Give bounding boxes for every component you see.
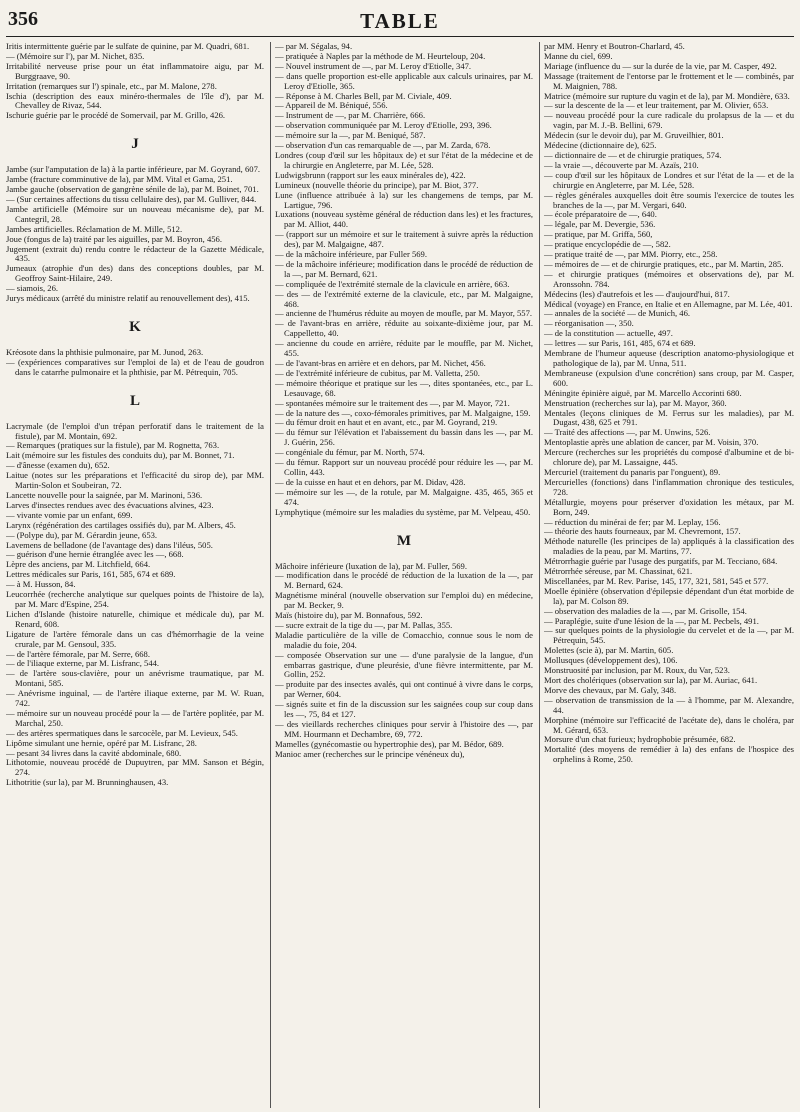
index-entry: — sucre extrait de la tige du —, par M. Pallas, 355. — [275, 619, 453, 630]
index-column-2 — [275, 42, 533, 1108]
index-entry: — Appareil de M. Béniqué, 556. — [275, 100, 388, 111]
index-entry: Mercure (recherches sur les propriétés du composé d'albumine et de bi-chlorure de), par M. Lassaigne, 445. — [544, 447, 794, 468]
index-entry: Moelle épinière (observation d'épilepsie dépendant d'un état morbide de la), par M. Colson 89. — [544, 585, 794, 606]
index-entry: Morve des chevaux, par M. Galy, 348. — [544, 684, 677, 695]
index-column-1 — [6, 42, 264, 1108]
index-entry: — Réponse à M. Charles Bell, par M. Civiale, 409. — [275, 90, 452, 101]
index-entry: Lumineux (nouvelle théorie du principe), par M. Biot, 377. — [275, 179, 479, 190]
index-entry: — de la constitution — actuelle, 497. — [544, 328, 673, 339]
index-entry: Mentoplastie après une ablation de cancer, par M. Voisin, 370. — [544, 437, 759, 448]
index-entry: Mercurielles (fonctions) dans l'inflammation chronique des testicules, 728. — [544, 476, 794, 497]
index-entry: — pratique encyclopédie de —, 582. — [544, 239, 671, 250]
index-entry: — coup d'œil sur les hôpitaux de Londres et sur l'état de la — et de la chirurgie en Angleterre, par M. Lée, 528. — [544, 169, 794, 190]
index-entry: — légale, par M. Devergie, 536. — [544, 219, 656, 230]
index-entry: Métallurgie, moyens pour préserver d'oxidation les métaux, par M. Born, 249. — [544, 496, 794, 517]
index-entry: — spontanées mémoire sur le traitement des —, par M. Mayor, 721. — [275, 397, 510, 408]
index-entry: — de l'artère fémorale, par M. Serre, 668. — [6, 648, 150, 659]
entry-list — [6, 165, 264, 304]
index-entry: — dans quelle proportion est-elle applicable aux calculs urinaires, par M. Leroy d'Etiolle, 365. — [275, 70, 533, 91]
index-entry: — sur quelques points de la physiologie du cervelet et de la —, par M. Pétrequin, 545. — [544, 625, 794, 646]
index-entry: Londres (coup d'œil sur les hôpitaux de) et sur l'état de la médecine et de la chirurgie en Angleterre, par M. Lée, 528. — [275, 149, 533, 170]
index-columns — [6, 42, 794, 1108]
index-entry: — (expériences comparatives sur l'emploi de la) et de l'eau de goudron dans le catarrhe pulmonaire et la phthisie, par M. Pétrequin, 705. — [6, 356, 264, 377]
index-entry: — observation de transmission de la — à l'homme, par M. Alexandre, 44. — [544, 694, 794, 715]
index-entry: — école préparatoire de —, 640. — [544, 209, 657, 220]
index-entry: — réorganisation —, 350. — [544, 318, 634, 329]
index-entry: Kréosote dans la phthisie pulmonaire, par M. Junod, 263. — [6, 346, 204, 357]
index-entry: Jugement (extrait du) rendu contre le rédacteur de la Gazette Médicale, 435. — [6, 243, 264, 264]
index-entry: — pratique, par M. Griffa, 560, — [544, 229, 653, 240]
index-entry: — de l'iliaque externe, par M. Lisfranc, 544. — [6, 658, 160, 669]
index-entry: Matrice (mémoire sur rupture du vagin et de la), par M. Mondière, 633. — [544, 90, 790, 101]
index-entry: Lèpre des anciens, par M. Litchfield, 664. — [6, 559, 151, 570]
index-entry: — mémoires de — et de chirurgie pratiques, etc., par M. Martin, 285. — [544, 258, 784, 269]
index-entry: — mémoire sur la —, par M. Beniqué, 587. — [275, 130, 426, 141]
index-entry: — du fémur. Rapport sur un nouveau procédé pour réduire les —, par M. Collin, 443. — [275, 457, 533, 477]
index-entry: Molettes (scie à), par M. Martin, 605. — [544, 645, 674, 656]
index-entry: Lavemens de belladone (de l'avantage des) dans l'iléus, 505. — [6, 539, 213, 550]
index-entry: Larynx (régénération des cartilages ossifiés du), par M. Albers, 45. — [6, 519, 236, 530]
index-entry: — sur la descente de la — et leur traitement, par M. Olivier, 653. — [544, 100, 769, 111]
index-entry: — de la mâchoire inférieure, par Fuller 569. — [275, 249, 428, 260]
index-entry: Jambe (sur l'amputation de la) à la partie inférieure, par M. Goyrand, 607. — [6, 164, 261, 175]
index-entry: — des artères spermatiques dans le sarcocèle, par M. Levieux, 545. — [6, 727, 238, 738]
index-entry: Méthode naturelle (les principes de la) appliqués à la classification des maladies de la peau, par M. Martins, 77. — [544, 536, 794, 557]
index-entry: Manne du ciel, 699. — [544, 50, 613, 61]
index-entry: Manioc amer (recherches sur le principe vénéneux du), — [275, 748, 465, 759]
index-entry: Mâchoire inférieure (luxation de la), par M. Fuller, 569. — [275, 560, 467, 571]
index-entry: Membraneuse (expulsion d'une concrétion) sans croup, par M. Casper, 600. — [544, 367, 794, 388]
entry-list — [544, 42, 794, 765]
running-title: TABLE — [360, 9, 440, 33]
index-entry: Morsure d'un chat furieux; hydrophobie présumée, 682. — [544, 734, 736, 745]
index-entry: Jurys médicaux (arrêté du ministre relatif au renouvellement des), 415. — [6, 293, 250, 304]
index-entry: Menstruation (recherches sur la), par M. Mayor, 360. — [544, 397, 727, 408]
index-entry: Lithotritie (sur la), par M. Brunninghausen, 43. — [6, 777, 169, 788]
index-entry: — composée Observation sur une — d'une paralysie de la langue, d'un embarras gastrique, d'une pleurésie, d'une fièvre intermittente, par M. Gollin, 252. — [275, 649, 533, 680]
index-entry: Iritis intermittente guérie par le sulfate de quinine, par M. Quadri, 681. — [6, 42, 250, 51]
index-entry: Mort des cholériques (observation sur la), par M. Auriac, 641. — [544, 675, 758, 685]
column-divider — [539, 42, 540, 1108]
index-entry: Lait (mémoire sur les fistules des conduits du), par M. Bonnet, 71. — [6, 450, 235, 461]
index-entry: Lipôme simulant une hernie, opéré par M. Lisfranc, 28. — [6, 737, 197, 748]
index-entry: Maïs (histoire du), par M. Bonnafous, 592. — [275, 610, 423, 621]
index-entry: Médecine (dictionnaire de), 625. — [544, 140, 657, 151]
index-entry: par MM. Henry et Boutron-Charlard, 45. — [544, 42, 685, 51]
section-letter-j: J — [131, 136, 139, 153]
index-entry: — Paraplégie, suite d'une lésion de la —, par M. Pecbels, 491. — [544, 615, 759, 626]
index-entry: — produite par des insectes avalés, qui ont continué à vivre dans le corps, par Werner, 604. — [275, 679, 533, 700]
index-entry: Lune (influence attribuée à la) sur les changemens de temps, par M. Lartigue, 796. — [275, 189, 533, 210]
index-entry: — nouveau procédé pour la cure radicale du prolapsus de la — et du vagin, par M. J.-B. Bellini, 679. — [544, 110, 794, 131]
index-entry: Lacrymale (de l'emploi d'un trépan perforatif dans le traitement de la fistule), par M. Montain, 692. — [6, 420, 264, 441]
section-letter-m: M — [396, 532, 412, 549]
index-entry: — Remarques (pratiques sur la fistule), par M. Rognetta, 763. — [6, 440, 220, 451]
index-entry: — (Polype du), par M. Gérardin jeune, 653. — [6, 529, 158, 540]
index-entry: — Instrument de —, par M. Charrière, 666. — [275, 110, 426, 121]
index-entry: Métrorrhée séreuse, par M. Chassinat, 621. — [544, 566, 693, 577]
index-column-3 — [544, 42, 794, 1108]
index-entry: — du fémur droit en haut et en avant, etc., par M. Goyrand, 219. — [275, 417, 498, 428]
index-entry: — lettres — sur Paris, 161, 485, 674 et 689. — [544, 338, 696, 349]
entry-list — [6, 348, 264, 378]
index-entry: Miscellanées, par M. Rev. Parise, 145, 177, 321, 581, 545 et 577. — [544, 575, 769, 586]
column-divider — [270, 42, 271, 1108]
index-entry: Lithotomie, nouveau procédé de Dupuytren, par MM. Sanson et Bégin, 274. — [6, 757, 264, 778]
index-entry: Ligature de l'artère fémorale dans un cas d'hémorrhagie de la veine crurale, par M. Gensoul, 335. — [6, 628, 264, 649]
index-entry: — de l'extrémité inférieure de cubitus, par M. Valletta, 250. — [275, 367, 480, 378]
index-entry: Mentales (leçons cliniques de M. Ferrus sur les maladies), par M. Dugast, 438, 625 et 791. — [544, 407, 794, 428]
index-entry: Médecin (sur le devoir du), par M. Gruveilhier, 801. — [544, 130, 724, 141]
index-entry: Lettres médicales sur Paris, 161, 585, 674 et 689. — [6, 569, 176, 580]
index-entry: — pratique traité de —, par MM. Piorry, etc., 258. — [544, 249, 718, 260]
entry-list — [6, 422, 264, 789]
index-entry: — (Mémoire sur l'), par M. Nichet, 835. — [6, 50, 145, 61]
index-entry: — modification dans le procédé de réduction de la luxation de la —, par M. Bernard, 624. — [275, 570, 533, 591]
index-entry: Magnétisme minéral (nouvelle observation sur l'emploi du) en médecine, par M. Becker, 9. — [275, 590, 533, 611]
index-entry: — mémoire sur les —, de la rotule, par M. Malgaigne. 435, 465, 365 et 474. — [275, 486, 533, 507]
index-entry: — de l'avant-bras en arrière et en dehors, par M. Nichet, 456. — [275, 358, 486, 368]
index-entry: Ludwigsbrunn (rapport sur les eaux minérales de), 422. — [275, 169, 466, 180]
index-entry: Médecins (les) d'autrefois et les — d'aujourd'hui, 817. — [544, 288, 730, 299]
index-entry: — de la nature des —, coxo-fémorales primitives, par M. Malgaigne, 159. — [275, 407, 531, 418]
index-entry: Ischurie guérie par le procédé de Somervail, par M. Grillo, 426. — [6, 110, 226, 121]
index-entry: Membrane de l'humeur aqueuse (description anatomo-physiologique et pathologique de la), par M. Unna, 511. — [544, 348, 794, 368]
index-entry: — pesant 34 livres dans la cavité abdominale, 680. — [6, 747, 182, 758]
section-letter-k: K — [129, 318, 141, 335]
index-entry: Joue (fongus de la) traité par les aiguilles, par M. Boyron, 456. — [6, 233, 222, 244]
index-entry: — ancienne de l'humérus réduite au moyen de moufle, par M. Mayor, 557. — [275, 308, 533, 319]
index-entry: — dictionnaire de — et de chirurgie pratiques, 574. — [544, 149, 722, 160]
index-entry: Irritabilité nerveuse prise pour un état inflammatoire aigu, par M. Burggraave, 90. — [6, 60, 264, 81]
entry-list — [6, 42, 264, 121]
index-entry: — observation des maladies de la —, par M. Grisolle, 154. — [544, 605, 747, 616]
index-entry: — congéniale du fémur, par M. North, 574. — [275, 447, 425, 458]
index-entry: Irritation (remarques sur l') spinale, etc., par M. Malone, 278. — [6, 80, 217, 91]
index-entry: — vivante vomie par un enfant, 699. — [6, 509, 133, 520]
entry-list — [275, 42, 533, 518]
index-entry: — annales de la société — de Munich, 46. — [544, 308, 691, 319]
index-entry: — Nouvel instrument de —, par M. Leroy d'Etiolle, 347. — [275, 60, 472, 71]
index-entry: — de la cuisse en haut et en dehors, par M. Didav, 428. — [275, 476, 466, 487]
index-entry: Métrorrhagie guérie par l'usage des purgatifs, par M. Tecciano, 684. — [544, 556, 778, 567]
index-entry: — (rapport sur un mémoire et sur le traitement à suivre après la réduction des), par M. Malgaigne, 487. — [275, 229, 533, 250]
index-entry: — de l'avant-bras en arrière, réduite au soixante-dixième jour, par M. Cappelletto, 40. — [275, 318, 533, 339]
index-entry: Monstruosité par inclusion, par M. Roux, du Var, 523. — [544, 665, 730, 676]
index-entry: Leucorrhée (recherche analytique sur quelques points de l'histoire de la), par M. Marc d'Espine, 254. — [6, 589, 264, 609]
index-entry: Morphine (mémoire sur l'efficacité de l'acétate de), dans le choléra, par M. Gérard, 653. — [544, 714, 794, 735]
index-entry: — de la mâchoire inférieure; modification dans le procédé de réduction de la —, par M. Bernard, 621. — [275, 258, 533, 279]
index-entry: Jumeaux (atrophie d'un des) dans des conceptions doubles, par M. Geoffroy Saint-Hilaire, 249. — [6, 263, 264, 284]
index-entry: — d'ânesse (examen du), 652. — [6, 460, 110, 471]
page-number: 356 — [8, 8, 38, 30]
index-entry: Mollusques (développement des), 106. — [544, 655, 678, 666]
index-entry: — règles générales auxquelles doit être soumis l'exercice de toutes les branches de la —, par M. Vergari, 640. — [544, 189, 794, 210]
index-entry: — compliquée de l'extrémité sternale de la clavicule en arrière, 663. — [275, 278, 510, 289]
index-entry: — de l'artère sous-clavière, pour un anévrisme traumatique, par M. Montani, 585. — [6, 668, 264, 689]
index-entry: — des — de l'extrémité externe de la clavicule, etc., par M. Malgaigne, 468. — [275, 288, 533, 309]
index-entry: — réduction du minérai de fer; par M. Leplay, 156. — [544, 516, 721, 527]
index-entry: Luxations (nouveau système général de réduction dans les) et les fractures, par M. Alliot, 440. — [275, 209, 533, 230]
index-entry: — par M. Ségalas, 94. — [275, 42, 353, 51]
index-entry: — Anévrisme inguinal, — de l'artère iliaque externe, par M. W. Ruan, 742. — [6, 688, 264, 709]
index-entry: — mémoire sur un nouveau procédé pour la — de l'artère poplitée, par M. Marchal, 250. — [6, 707, 264, 728]
index-entry: — ancienne du coude en arrière, réduite par le mouffle, par M. Nichet, 455. — [275, 338, 533, 359]
index-entry: — guérison d'une hernie étranglée avec les —, 668. — [6, 549, 184, 560]
index-entry: — observation d'un cas remarquable de —, par M. Zarda, 678. — [275, 140, 491, 151]
index-entry: Méningite épinière aiguë, par M. Marcello Accorinti 680. — [544, 387, 742, 398]
index-entry: — observation communiquée par M. Leroy d'Etiolle, 293, 396. — [275, 120, 492, 131]
page-header — [6, 6, 794, 37]
index-entry: — du fémur sur l'élévation et l'abaissement du bassin dans les —, par M. J. Guérin, 256. — [275, 427, 533, 448]
index-entry: — et chirurgie pratiques (mémoires et observations de), par M. Aronssohn. 784. — [544, 268, 794, 289]
index-entry: — à M. Husson, 84. — [6, 579, 76, 590]
index-entry: Lymphytique (mémoire sur les maladies du système, par M. Velpeau, 450. — [275, 506, 531, 517]
index-entry: Larves d'insectes rendues avec des évacuations alvines, 423. — [6, 499, 214, 510]
index-entry: Ischia (description des eaux minéro-thermales de l'île d'), par M. Chevalley de Rivaz, 544. — [6, 90, 264, 111]
index-entry: — (Sur certaines affections du tissu cellulaire des), par M. Gulliver, 844. — [6, 193, 257, 204]
index-entry: Massage (traitement de l'entorse par le frottement et le — combinés, par M. Maignien, 788. — [544, 70, 794, 91]
index-entry: Jambe artificielle (Mémoire sur un nouveau mécanisme de), par M. Cantegril, 28. — [6, 203, 264, 224]
index-entry: — pratiquée à Naples par la méthode de M. Heurteloup, 204. — [275, 50, 486, 61]
index-entry: — Traité des affections —, par M. Unwins, 526. — [544, 427, 711, 438]
index-entry: Mariage (influence du — sur la durée de la vie, par M. Casper, 492. — [544, 60, 777, 71]
index-entry: Jambe gauche (observation de gangrène sénile de la), par M. Boinet, 701. — [6, 184, 259, 195]
index-entry: Jambes artificielles. Réclamation de M. Mille, 512. — [6, 223, 183, 234]
index-entry: Lichen d'Islande (histoire naturelle, chimique et médicale du), par M. Renard, 608. — [6, 608, 264, 629]
index-entry: Mercuriel (traitement du panaris par l'onguent), 89. — [544, 466, 721, 477]
section-letter-l: L — [129, 392, 140, 409]
index-entry: Mortalité (des moyens de remédier à la) des enfans de l'hospice des orphelins à Rome, 250. — [544, 744, 794, 765]
index-entry: Lancette nouvelle pour la saignée, par M. Marinoni, 536. — [6, 490, 203, 500]
index-entry: Maladie particulière de la ville de Comacchio, connue sous le nom de maladie du foie, 204. — [275, 629, 533, 650]
index-entry: — signés suite et fin de la discussion sur les saignées coup sur coup dans les —, 75, 84 et 127. — [275, 699, 533, 720]
index-entry: — la vraie —, découverte par M. Azaïs, 210. — [544, 159, 699, 170]
index-entry: — siamois, 26. — [6, 283, 59, 294]
index-entry: Laitue (notes sur les préparations et l'efficacité du sirop de), par MM. Martin-Solon et Soubeiran, 72. — [6, 470, 264, 491]
entry-list — [275, 562, 533, 760]
index-entry: Mamelles (gynécomastie ou hypertrophie des), par M. Bédor, 689. — [275, 738, 504, 749]
index-entry: — des vieillards recherches cliniques pour servir à l'histoire des —, par MM. Hourmann et Dechambre, 69, 772. — [275, 719, 533, 739]
index-entry: Médical (voyage) en France, en Italie et en Allemagne, par M. Lée, 401. — [544, 298, 793, 309]
index-entry: — théorie des hauts fourneaux, par M. Chevremont, 157. — [544, 526, 741, 537]
index-entry: — mémoire théorique et pratique sur les —, dites spontanées, etc., par L. Lesauvage, 68. — [275, 377, 533, 398]
index-entry: Jambe (fracture comminutive de la), par MM. Vital et Gama, 251. — [6, 174, 233, 185]
